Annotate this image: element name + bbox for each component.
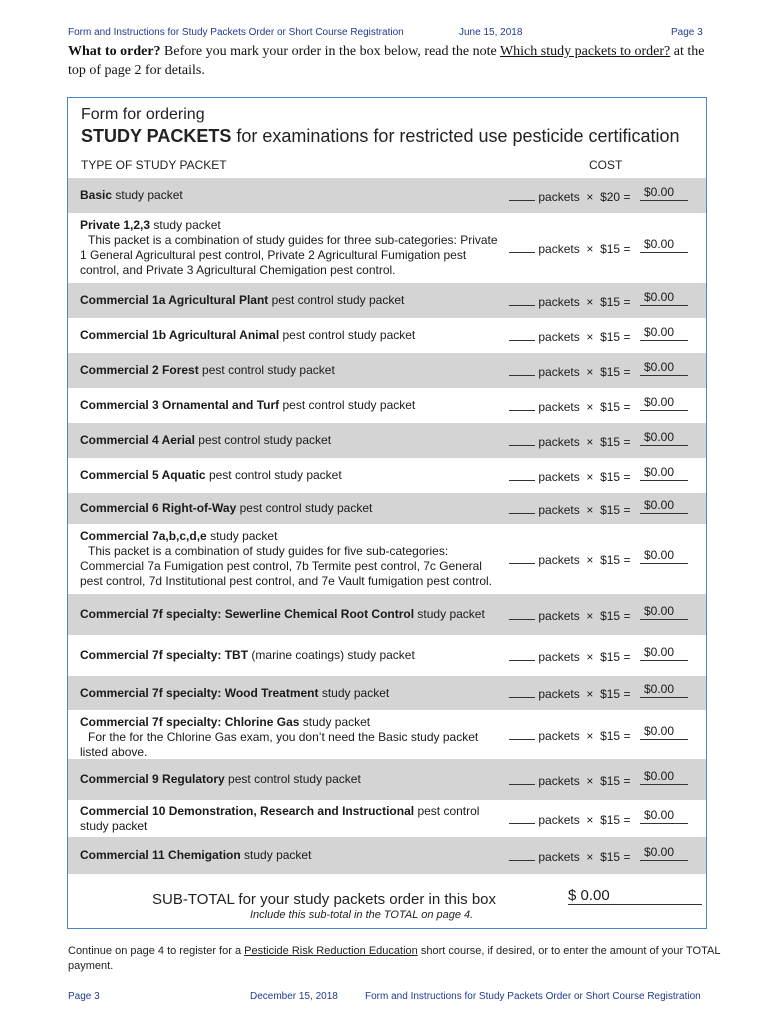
packet-label [80,363,335,377]
times-sign: × [586,242,594,256]
form-title-rest: for examinations for restricted use pesticide certification [231,126,680,146]
quantity-field[interactable] [509,294,535,306]
packet-description [80,648,500,663]
continue-text-2: short course, if desired, or to enter the amount of your TOTAL payment. [68,945,721,972]
equals-sign: = [623,813,631,827]
times-sign: × [586,400,594,414]
packet-label-rest: study packet [112,188,183,202]
packet-label-bold: Commercial 7f specialty: Chlorine Gas [80,715,300,729]
unit-price: $15 [600,687,621,701]
subtotal-field[interactable]: $ 0.00 [568,887,702,905]
packet-description [80,607,500,622]
packet-description [80,218,500,278]
packet-label [80,433,331,447]
packet-description [80,715,500,760]
form-title-line2 [81,126,680,147]
packets-word: packets [538,553,580,567]
packet-description [80,529,500,589]
cost-calc [509,608,630,624]
packet-label-rest: study packet [299,715,371,729]
packet-label [80,501,372,515]
cost-calc [509,728,630,744]
packet-description [80,468,500,483]
packets-word: packets [538,365,580,379]
packet-label [80,328,415,342]
packet-label [80,529,277,543]
packet-label-rest: pest control study packet [236,501,373,515]
packet-label-bold: Commercial 10 Demonstration, Research and Instructional [80,804,415,818]
form-title-bold: STUDY PACKETS [81,126,232,146]
packet-label-rest: (marine coatings) study packet [248,648,415,662]
packet-description [80,501,500,516]
equals-sign: = [623,470,631,484]
packet-label-rest: study packet [240,848,312,862]
cost-calc [509,469,630,485]
packet-description [80,804,500,834]
packet-detail: For the for the Chlorine Gas exam, you don’t need the Basic study packet listed above. [80,730,479,759]
amount-field[interactable]: $0.00 [640,498,688,514]
quantity-field[interactable] [509,686,535,698]
quantity-field[interactable] [509,728,535,740]
packet-label [80,188,183,202]
unit-price: $15 [600,242,621,256]
cost-calc [509,686,630,702]
quantity-field[interactable] [509,469,535,481]
cost-calc [509,552,630,568]
amount-field[interactable]: $0.00 [640,645,688,661]
equals-sign: = [623,650,631,664]
packet-row [68,800,706,837]
packets-word: packets [538,609,580,623]
continue-text-1: Continue on page 4 to register for a [68,945,245,957]
packet-row [68,353,706,388]
equals-sign: = [623,435,631,449]
quantity-field[interactable] [509,189,535,201]
packet-description [80,188,500,203]
equals-sign: = [623,729,631,743]
unit-price: $15 [600,295,621,309]
packet-label [80,848,311,862]
packet-label [80,804,479,833]
unit-price: $15 [600,400,621,414]
quantity-field[interactable] [509,434,535,446]
packet-description [80,433,500,448]
cost-calc [509,329,630,345]
cost-calc [509,399,630,415]
packet-label-bold: Commercial 7f specialty: Wood Treatment [80,686,319,700]
packets-word: packets [538,435,580,449]
packets-word: packets [538,813,580,827]
equals-sign: = [623,365,631,379]
unit-price: $15 [600,650,621,664]
quantity-field[interactable] [509,364,535,376]
footer-date: December 15, 2018 [250,991,338,1002]
packet-detail: This packet is a combination of study guides for five sub-categories: Commercial 7a Fumigation pest control, 7b Termite pest control, 7c General pest control, 7d Institutional pest control, and 7e Vault fumigation pest control. [80,544,493,588]
packet-row [68,423,706,458]
amount-field[interactable]: $0.00 [640,682,688,698]
packet-row [68,837,706,874]
packet-row [68,710,706,759]
packet-row [68,676,706,710]
packet-label [80,715,370,729]
packet-row [68,388,706,423]
packet-label-bold: Commercial 2 Forest [80,363,199,377]
equals-sign: = [623,553,631,567]
packet-label-bold: Commercial 3 Ornamental and Turf [80,398,280,412]
cost-calc [509,241,630,257]
packet-description [80,293,500,308]
packet-label-bold: Commercial 4 Aerial [80,433,195,447]
packet-description [80,772,500,787]
packet-label [80,293,404,307]
intro-link[interactable]: Which study packets to order? [499,44,671,59]
packet-label-rest: study packet [206,529,278,543]
unit-price: $15 [600,435,621,449]
times-sign: × [586,850,594,864]
packet-label [80,607,485,621]
quantity-field[interactable] [509,329,535,341]
times-sign: × [586,553,594,567]
packet-label-bold: Commercial 11 Chemigation [80,848,241,862]
unit-price: $15 [600,503,621,517]
quantity-field[interactable] [509,608,535,620]
times-sign: × [586,813,594,827]
packet-label-rest: study packet [414,607,485,621]
equals-sign: = [623,400,631,414]
packets-word: packets [538,295,580,309]
cost-calc [509,502,630,518]
packet-label [80,648,415,662]
equals-sign: = [623,774,631,788]
packet-label [80,218,221,232]
equals-sign: = [623,687,631,701]
packet-label-bold: Commercial 1b Agricultural Animal [80,328,280,342]
unit-price: $15 [600,774,621,788]
packets-word: packets [538,650,580,664]
packet-label-rest: pest control study packet [279,328,416,342]
packet-label-rest: pest control study packet [268,293,405,307]
amount-field[interactable]: $0.00 [640,395,688,411]
quantity-field[interactable] [509,552,535,564]
times-sign: × [586,650,594,664]
times-sign: × [586,729,594,743]
packets-word: packets [538,400,580,414]
packet-label-bold: Private 1,2,3 [80,218,151,232]
times-sign: × [586,470,594,484]
quantity-field[interactable] [509,812,535,824]
column-header-type: TYPE OF STUDY PACKET [81,158,227,172]
subtotal-label: SUB-TOTAL for your study packets order in this box [152,891,497,908]
cost-calc [509,649,630,665]
packet-label-rest: pest control study packet [194,433,332,447]
packet-description [80,363,500,378]
packet-row [68,635,706,676]
packet-label [80,468,342,482]
packets-word: packets [538,774,580,788]
unit-price: $15 [600,553,621,567]
packet-label-rest: pest control study packet [205,468,342,482]
unit-price: $15 [600,330,621,344]
amount-field[interactable]: $0.00 [640,360,688,376]
packet-row [68,283,706,318]
packets-word: packets [538,330,580,344]
equals-sign: = [623,850,631,864]
amount-field[interactable]: $0.00 [640,430,688,446]
header-title: Form and Instructions for Study Packets Order or Short Course Registration [68,27,404,38]
cost-calc [509,849,630,865]
equals-sign: = [623,190,631,204]
order-form [67,97,707,929]
packet-row [68,213,706,283]
packet-label-bold: Commercial 6 Right-of-Way [80,501,237,515]
cost-calc [509,189,630,205]
packet-row [68,458,706,493]
continue-link[interactable]: Pesticide Risk Reduction Education [244,945,418,957]
packets-word: packets [538,687,580,701]
times-sign: × [586,774,594,788]
amount-field[interactable]: $0.00 [640,237,688,253]
packet-label-bold: Commercial 5 Aquatic [80,468,206,482]
packet-label-rest: study packet [150,218,221,232]
packet-label-bold: Commercial 9 Regulatory [80,772,225,786]
cost-calc [509,294,630,310]
times-sign: × [586,609,594,623]
quantity-field[interactable] [509,773,535,785]
continue-note [68,944,728,974]
packet-label-bold: Commercial 7f specialty: Sewerline Chemical Root Control [80,607,415,621]
unit-price: $15 [600,365,621,379]
cost-calc [509,773,630,789]
packets-word: packets [538,190,580,204]
packet-label [80,772,361,786]
packets-word: packets [538,242,580,256]
equals-sign: = [623,503,631,517]
times-sign: × [586,365,594,379]
packet-label-bold: Commercial 7a,b,c,d,e [80,529,207,543]
equals-sign: = [623,242,631,256]
quantity-field[interactable] [509,502,535,514]
times-sign: × [586,330,594,344]
packets-word: packets [538,850,580,864]
packet-label-rest: pest control study packet [224,772,361,786]
times-sign: × [586,190,594,204]
amount-field[interactable]: $0.00 [640,724,688,740]
amount-field[interactable]: $0.00 [640,185,688,201]
intro-paragraph [68,42,708,80]
packet-description [80,328,500,343]
quantity-field[interactable] [509,241,535,253]
intro-text-1: Before you mark your order in the box below, read the note [160,44,500,59]
unit-price: $15 [600,609,621,623]
times-sign: × [586,503,594,517]
unit-price: $15 [600,470,621,484]
packet-row [68,493,706,524]
amount-field[interactable]: $0.00 [640,769,688,785]
amount-field[interactable]: $0.00 [640,325,688,341]
times-sign: × [586,435,594,449]
amount-field[interactable]: $0.00 [640,548,688,564]
packet-row [68,178,706,213]
footer-page: Page 3 [68,991,100,1002]
packet-label-bold: Commercial 1a Agricultural Plant [80,293,269,307]
footer-title: Form and Instructions for Study Packets Order or Short Course Registration [365,991,701,1002]
quantity-field[interactable] [509,399,535,411]
packets-word: packets [538,470,580,484]
unit-price: $20 [600,190,621,204]
packet-label-rest: study packet [318,686,390,700]
amount-field[interactable]: $0.00 [640,808,688,824]
packet-label-rest: pest control study packet [80,804,480,833]
amount-field[interactable]: $0.00 [640,465,688,481]
intro-lead: What to order? [68,44,161,59]
packet-row [68,524,706,594]
equals-sign: = [623,609,631,623]
times-sign: × [586,295,594,309]
packet-detail: This packet is a combination of study guides for three sub-categories: Private 1 General Agricultural pest control, Private 2 Agricultural Fumigation pest control, and Private 3 Agricultural Chemigation pest control. [80,233,498,277]
cost-calc [509,364,630,380]
equals-sign: = [623,330,631,344]
packet-description [80,398,500,413]
packets-word: packets [538,729,580,743]
times-sign: × [586,687,594,701]
unit-price: $15 [600,729,621,743]
cost-calc [509,812,630,828]
form-title-line1: Form for ordering [81,106,205,123]
packet-row [68,594,706,635]
unit-price: $15 [600,850,621,864]
quantity-field[interactable] [509,649,535,661]
packet-row [68,318,706,353]
packet-description [80,848,500,863]
equals-sign: = [623,295,631,309]
packet-label [80,686,389,700]
packet-label [80,398,415,412]
packet-label-rest: pest control study packet [198,363,335,377]
unit-price: $15 [600,813,621,827]
amount-field[interactable]: $0.00 [640,845,688,861]
packets-word: packets [538,503,580,517]
intro-text-2: at the top of page 2 for details. [68,44,705,78]
packet-row [68,759,706,800]
header-date: June 15, 2018 [459,27,523,38]
packet-label-bold: Basic [80,188,113,202]
amount-field[interactable]: $0.00 [640,604,688,620]
packet-label-rest: pest control study packet [279,398,416,412]
packet-description [80,686,500,701]
quantity-field[interactable] [509,849,535,861]
cost-calc [509,434,630,450]
subtotal-note: Include this sub-total in the TOTAL on page 4. [250,909,474,921]
packet-label-bold: Commercial 7f specialty: TBT [80,648,249,662]
column-header-cost: COST [589,158,623,172]
header-page: Page 3 [671,27,703,38]
amount-field[interactable]: $0.00 [640,290,688,306]
